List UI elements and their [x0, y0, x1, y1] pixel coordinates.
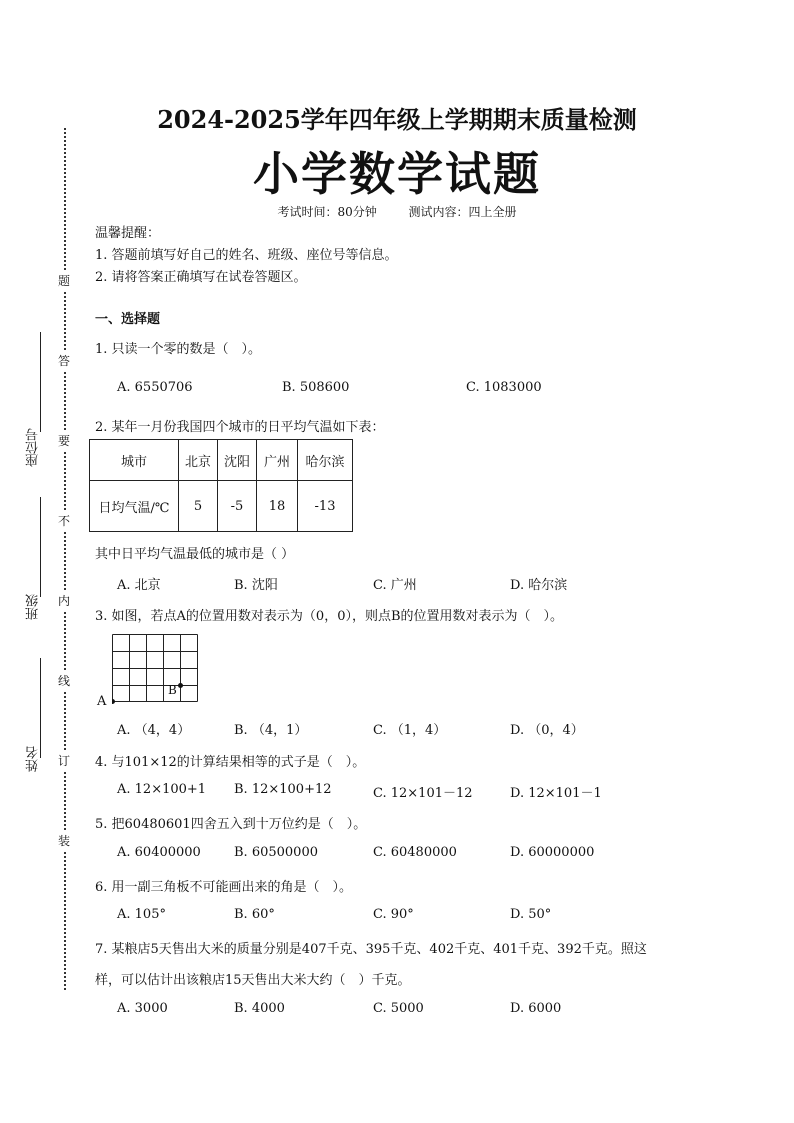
binding-dotted-line [64, 128, 66, 990]
binding-char: 内 [58, 590, 70, 611]
point-b [178, 683, 183, 688]
temperature-table [89, 439, 353, 532]
table-header: 北京 [179, 440, 218, 481]
q7-option-c[interactable]: C. 5000 [373, 1001, 424, 1016]
q5-option-d[interactable]: D. 60000000 [510, 845, 595, 860]
reminder-item: 1. 答题前填写好自己的姓名、班级、座位号等信息。 [95, 248, 398, 263]
binding-char: 答 [58, 350, 70, 371]
name-label: 姓名 [26, 746, 41, 772]
exam-meta [0, 203, 794, 220]
q7-option-a[interactable]: A. 3000 [117, 1001, 168, 1016]
q1-option-c[interactable]: C. 1083000 [466, 380, 542, 395]
reminder-item: 2. 请将答案正确填写在试卷答题区。 [95, 270, 307, 285]
table-cell: -13 [298, 481, 353, 532]
coordinate-grid [112, 634, 202, 706]
q5-option-a[interactable]: A. 60400000 [117, 845, 201, 860]
class-blank-line[interactable] [40, 497, 41, 597]
q3-option-a[interactable]: A. （4，4） [117, 723, 191, 738]
exam-content: 测试内容：四上全册 [408, 205, 517, 219]
question-6: 6. 用一副三角板不可能画出来的角是（ ）。 [95, 880, 353, 895]
name-blank-line[interactable] [40, 658, 41, 758]
q3-option-d[interactable]: D. （0，4） [510, 723, 584, 738]
subject-title: 小学数学试题 [253, 147, 541, 201]
q3-option-c[interactable]: C. （1，4） [373, 723, 447, 738]
exam-time: 考试时间：80分钟 [277, 205, 377, 219]
table-cell: -5 [218, 481, 257, 532]
question-4: 4. 与101×12的计算结果相等的式子是（ ）。 [95, 755, 366, 770]
exam-title: 2024-2025学年四年级上学期期末质量检测 [157, 105, 637, 134]
table-header: 城市 [90, 440, 179, 481]
q6-option-c[interactable]: C. 90° [373, 907, 414, 922]
section-title: 一、选择题 [95, 312, 161, 327]
question-2-followup: 其中日平均气温最低的城市是（ ） [95, 547, 295, 562]
q2-option-b[interactable]: B. 沈阳 [234, 578, 278, 593]
table-cell: 18 [257, 481, 298, 532]
question-7: 7. 某粮店5天售出大米的质量分别是407千克、395千克、402千克、401千克、392千克。照这 [95, 942, 647, 957]
question-3: 3. 如图，若点A的位置用数对表示为（0，0），则点B的位置用数对表示为（ ）。 [95, 609, 564, 624]
q4-option-c[interactable]: C. 12×101－12 [373, 786, 473, 801]
q2-option-c[interactable]: C. 广州 [373, 578, 417, 593]
question-2: 2. 某年一月份我国四个城市的日平均气温如下表： [95, 420, 385, 435]
q7-option-b[interactable]: B. 4000 [234, 1001, 285, 1016]
q5-option-c[interactable]: C. 60480000 [373, 845, 457, 860]
q7-option-d[interactable]: D. 6000 [510, 1001, 562, 1016]
question-5: 5. 把60480601四舍五入到十万位约是（ ）。 [95, 817, 367, 832]
binding-char: 题 [58, 270, 70, 291]
question-1: 1. 只读一个零的数是（ ）。 [95, 342, 262, 357]
class-label: 班级 [26, 594, 41, 620]
point-a [112, 699, 115, 704]
q6-option-d[interactable]: D. 50° [510, 907, 552, 922]
table-cell: 5 [179, 481, 218, 532]
binding-char: 装 [58, 830, 70, 851]
seat-blank-line[interactable] [40, 332, 41, 432]
q2-option-a[interactable]: A. 北京 [117, 578, 161, 593]
binding-char: 线 [58, 670, 70, 691]
q3-option-b[interactable]: B. （4，1） [234, 723, 308, 738]
table-header: 沈阳 [218, 440, 257, 481]
q6-option-a[interactable]: A. 105° [117, 907, 166, 922]
table-header: 哈尔滨 [298, 440, 353, 481]
q5-option-b[interactable]: B. 60500000 [234, 845, 318, 860]
table-cell: 日均气温/℃ [90, 481, 179, 532]
q1-option-a[interactable]: A. 6550706 [117, 380, 193, 395]
table-header: 广州 [257, 440, 298, 481]
q6-option-b[interactable]: B. 60° [234, 907, 275, 922]
point-b-label: B [168, 683, 177, 697]
reminder-heading: 温馨提醒： [95, 226, 161, 241]
point-a-label: A [97, 694, 107, 709]
q4-option-b[interactable]: B. 12×100+12 [234, 782, 332, 797]
binding-char: 要 [58, 430, 70, 451]
q4-option-a[interactable]: A. 12×100+1 [117, 782, 207, 797]
q4-option-d[interactable]: D. 12×101－1 [510, 786, 602, 801]
binding-char: 不 [58, 510, 70, 531]
q2-option-d[interactable]: D. 哈尔滨 [510, 578, 568, 593]
q1-option-b[interactable]: B. 508600 [282, 380, 350, 395]
binding-char: 订 [58, 750, 70, 771]
question-7-continued: 样，可以估计出该粮店15天售出大米大约（ ）千克。 [95, 973, 411, 988]
seat-label: 座位号 [26, 428, 41, 467]
